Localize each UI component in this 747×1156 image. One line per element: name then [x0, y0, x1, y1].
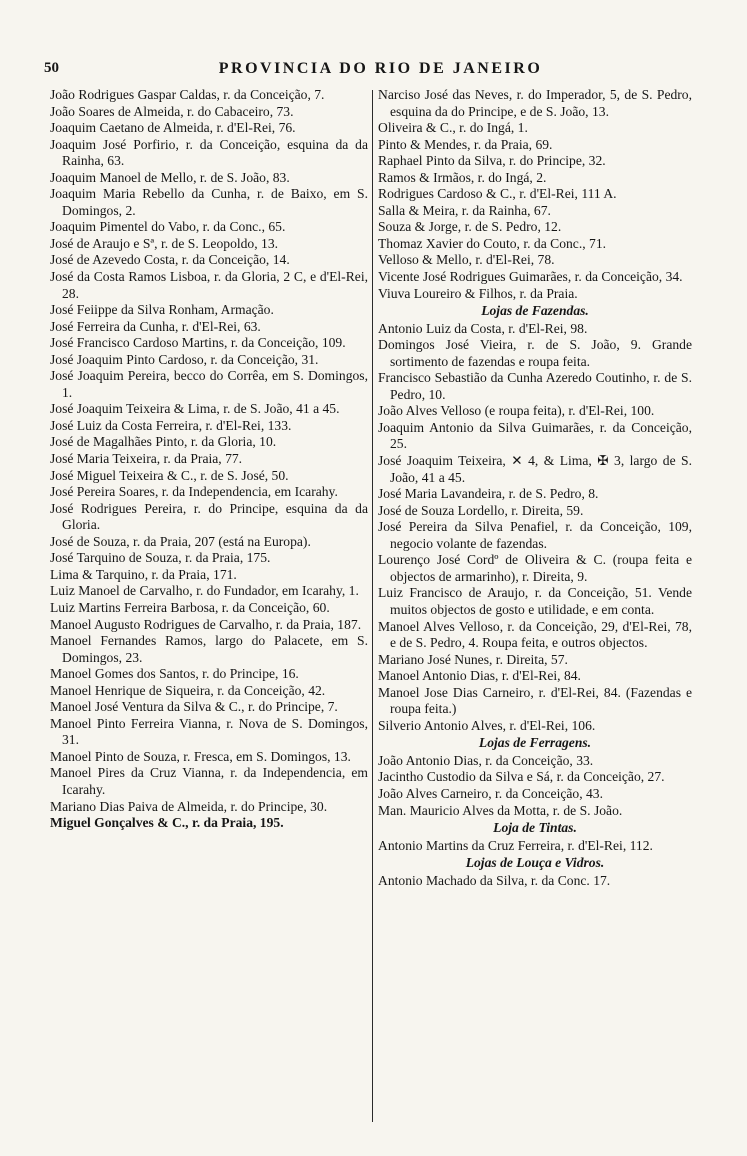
- right-column: [378, 87, 692, 889]
- directory-entry: Manoel Gomes dos Santos, r. do Principe, 16.: [50, 666, 299, 682]
- directory-entry: José Joaquim Pinto Cardoso, r. da Conceição, 31.: [50, 351, 319, 367]
- directory-entry: José Pereira Soares, r. da Independencia, em Icarahy.: [50, 484, 338, 500]
- directory-entry: José da Costa Ramos Lisboa, r. da Gloria, 2 C, e d'El-Rei, 28.: [50, 269, 368, 301]
- directory-entry: Francisco Sebastião da Cunha Azeredo Coutinho, r. de S. Pedro, 10.: [378, 370, 692, 402]
- running-title: PROVINCIA DO RIO DE JANEIRO: [218, 60, 543, 77]
- directory-entry: José de Azevedo Costa, r. da Conceição, 14.: [50, 252, 290, 268]
- section-heading-louca: Lojas de Louça e Vidros.: [465, 855, 605, 871]
- directory-entry: José Pereira da Silva Penafiel, r. da Conceição, 109, negocio volante de fazendas.: [378, 519, 692, 551]
- directory-entry: Manoel Alves Velloso, r. da Conceição, 29, d'El-Rei, 78, e de S. Pedro, 4. Roupa feita, e outros objectos.: [378, 618, 692, 651]
- directory-entry: Lima & Tarquino, r. da Praia, 171.: [50, 566, 237, 582]
- directory-entry: Miguel Gonçalves & C., r. da Praia, 195.: [50, 815, 284, 831]
- directory-entry: Manoel Henrique de Siqueira, r. da Conceição, 42.: [50, 682, 326, 698]
- directory-entry: Manoel José Ventura da Silva & C., r. do Principe, 7.: [50, 699, 338, 715]
- directory-entry: Raphael Pinto da Silva, r. do Principe, 32.: [378, 153, 606, 169]
- directory-entry: Joaquim José Porfirio, r. da Conceição, esquina da da Rainha, 63.: [50, 136, 368, 169]
- directory-entry: Silverio Antonio Alves, r. d'El-Rei, 106.: [378, 717, 596, 733]
- directory-entry: José Maria Lavandeira, r. de S. Pedro, 8.: [378, 486, 599, 502]
- directory-entry: Joaquim Antonio da Silva Guimarães, r. da Conceição, 25.: [378, 419, 692, 452]
- directory-entry: João Antonio Dias, r. da Conceição, 33.: [378, 752, 594, 768]
- directory-entry: José Feiippe da Silva Ronham, Armação.: [50, 302, 274, 318]
- directory-entry: José de Araujo e Sª, r. de S. Leopoldo, 13.: [50, 235, 279, 251]
- directory-entry: José Joaquim Teixeira & Lima, r. de S. João, 41 a 45.: [50, 401, 340, 417]
- directory-entry: José Tarquino de Souza, r. da Praia, 175.: [50, 550, 271, 566]
- directory-entry: Jacintho Custodio da Silva e Sá, r. da Conceição, 27.: [378, 769, 665, 785]
- directory-entry: João Alves Velloso (e roupa feita), r. d'El-Rei, 100.: [378, 403, 655, 419]
- left-column: [50, 87, 368, 832]
- directory-entry: Antonio Martins da Cruz Ferreira, r. d'El-Rei, 112.: [378, 837, 653, 853]
- directory-entry: Viuva Loureiro & Filhos, r. da Praia.: [378, 285, 578, 301]
- directory-entry: João Rodrigues Gaspar Caldas, r. da Conceição, 7.: [50, 87, 325, 102]
- directory-entry: Joaquim Pimentel do Vabo, r. da Conc., 65.: [50, 219, 286, 235]
- directory-entry: Pinto & Mendes, r. da Praia, 69.: [378, 136, 553, 152]
- directory-entry: Joaquim Maria Rebello da Cunha, r. de Baixo, em S. Domingos, 2.: [50, 186, 368, 218]
- directory-entry: José de Magalhães Pinto, r. da Gloria, 10.: [50, 434, 277, 450]
- directory-entry: Joaquim Caetano de Almeida, r. d'El-Rei, 76.: [50, 120, 296, 136]
- directory-entry: José Francisco Cardoso Martins, r. da Conceição, 109.: [50, 335, 346, 351]
- directory-entry: Oliveira & C., r. do Ingá, 1.: [378, 120, 528, 136]
- directory-entry: José de Souza Lordello, r. Direita, 59.: [378, 502, 584, 518]
- directory-entry: Salla & Meira, r. da Rainha, 67.: [378, 202, 551, 218]
- directory-entry: Souza & Jorge, r. de S. Pedro, 12.: [378, 219, 562, 235]
- directory-entry: Antonio Machado da Silva, r. da Conc. 17.: [378, 872, 611, 888]
- directory-entry: João Alves Carneiro, r. da Conceição, 43.: [378, 785, 603, 801]
- directory-entry: Manoel Jose Dias Carneiro, r. d'El-Rei, 84. (Fazendas e roupa feita.): [378, 684, 692, 717]
- directory-entry: Narciso José das Neves, r. do Imperador, 5, de S. Pedro, esquina da do Principe, e de S. João, 13.: [378, 87, 692, 119]
- directory-entry: Manoel Pires da Cruz Vianna, r. da Independencia, em Icarahy.: [50, 765, 368, 797]
- directory-entry: Antonio Luiz da Costa, r. d'El-Rei, 98.: [378, 320, 588, 336]
- directory-entry: Luiz Martins Ferreira Barbosa, r. da Conceição, 60.: [50, 599, 330, 615]
- directory-entry: Lourenço José Cordº de Oliveira & C. (roupa feita e objectos de armarinho), r. Direita, 9.: [378, 552, 692, 584]
- directory-entry: José de Souza, r. da Praia, 207 (está na Europa).: [50, 533, 311, 549]
- directory-entry: Vicente José Rodrigues Guimarães, r. da Conceição, 34.: [378, 269, 683, 285]
- section-heading-fazendas: Lojas de Fazendas.: [481, 303, 589, 319]
- directory-entry: Manoel Augusto Rodrigues de Carvalho, r. da Praia, 187.: [50, 616, 362, 632]
- directory-entry: José Miguel Teixeira & C., r. de S. José, 50.: [50, 467, 289, 483]
- directory-entry: Thomaz Xavier do Couto, r. da Conc., 71.: [378, 235, 607, 251]
- directory-entry: Ramos & Irmãos, r. do Ingá, 2.: [378, 169, 547, 185]
- page-number: 50: [44, 60, 59, 76]
- section-heading-ferragens: Lojas de Ferragens.: [478, 735, 592, 751]
- directory-entry: Man. Mauricio Alves da Motta, r. de S. João.: [378, 802, 623, 818]
- directory-entry: José Luiz da Costa Ferreira, r. d'El-Rei, 133.: [50, 417, 292, 433]
- directory-entry: José Joaquim Pereira, becco do Corrêa, em S. Domingos, 1.: [50, 368, 368, 400]
- directory-entry: Manoel Fernandes Ramos, largo do Palacete, em S. Domingos, 23.: [50, 633, 368, 665]
- directory-entry: José Rodrigues Pereira, r. do Principe, esquina da da Gloria.: [50, 500, 368, 533]
- column-divider: [372, 90, 373, 1122]
- directory-entry: Mariano Dias Paiva de Almeida, r. do Principe, 30.: [50, 798, 328, 814]
- directory-entry: Domingos José Vieira, r. de S. João, 9. Grande sortimento de fazendas e roupa feita.: [378, 337, 692, 369]
- page-header: [44, 60, 717, 82]
- directory-entry: Luiz Francisco de Araujo, r. da Conceição, 51. Vende muitos objectos de gosto e utilidade, e em conta.: [378, 585, 692, 617]
- directory-entry: Manoel Pinto Ferreira Vianna, r. Nova de S. Domingos, 31.: [50, 715, 368, 748]
- directory-entry: Rodrigues Cardoso & C., r. d'El-Rei, 111 A.: [378, 186, 617, 202]
- directory-entry: Manoel Pinto de Souza, r. Fresca, em S. Domingos, 13.: [50, 748, 351, 764]
- section-heading-tintas: Loja de Tintas.: [493, 820, 577, 836]
- directory-entry: José Ferreira da Cunha, r. d'El-Rei, 63.: [50, 318, 261, 334]
- directory-entry: Luiz Manoel de Carvalho, r. do Fundador, em Icarahy, 1.: [50, 583, 359, 599]
- directory-entry: José Joaquim Teixeira, ✕ 4, & Lima, ✠ 3, largo de S. João, 41 a 45.: [378, 453, 692, 485]
- directory-entry: Mariano José Nunes, r. Direita, 57.: [378, 651, 568, 667]
- directory-entry: José Maria Teixeira, r. da Praia, 77.: [50, 451, 243, 467]
- directory-entry: João Soares de Almeida, r. do Cabaceiro, 73.: [50, 103, 294, 119]
- directory-entry: Manoel Antonio Dias, r. d'El-Rei, 84.: [378, 668, 581, 684]
- directory-entry: Velloso & Mello, r. d'El-Rei, 78.: [378, 252, 555, 268]
- directory-entry: Joaquim Manoel de Mello, r. de S. João, 83.: [50, 169, 290, 185]
